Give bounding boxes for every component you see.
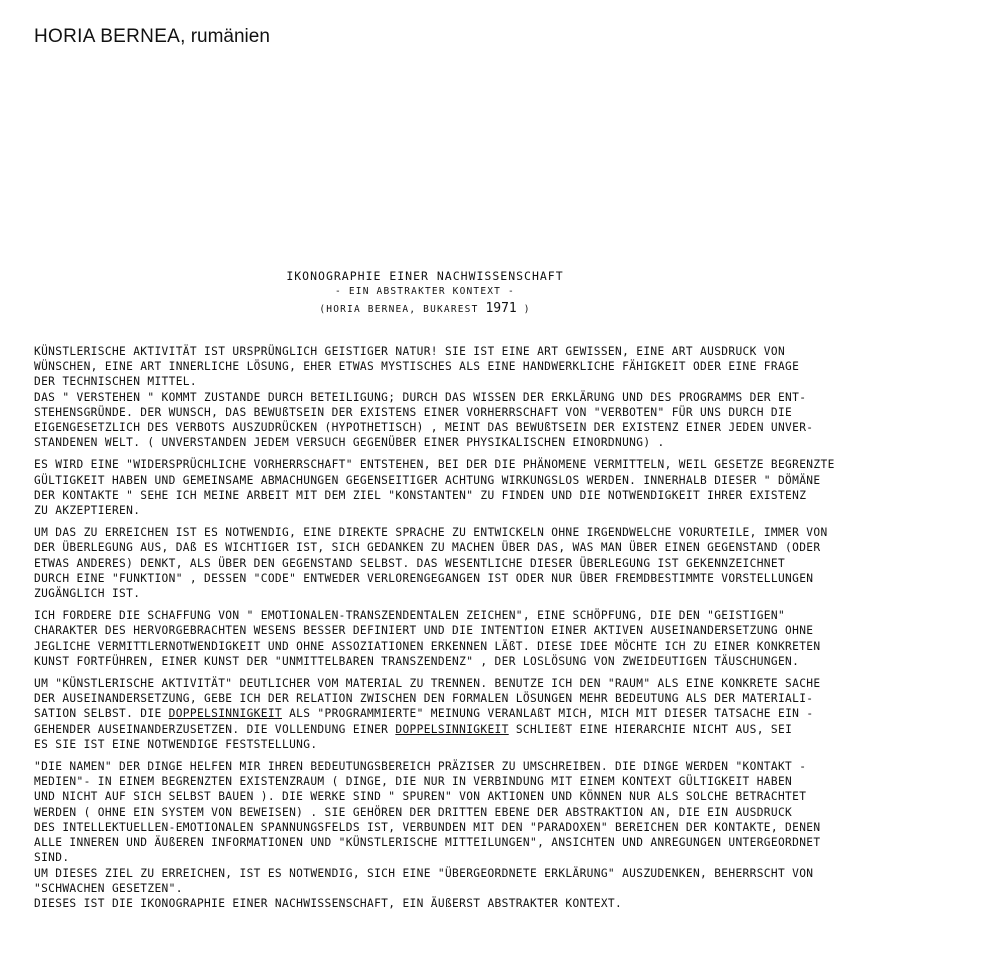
text-line: DES INTELLEKTUELLEN-EMOTIONALEN SPANNUNGSFELDS IST, VERBUNDEN MIT DEN "PARADOXEN" BEREICHEN DER KONTAKTE, DENEN	[34, 820, 821, 834]
text-line: DER TECHNISCHEN MITTEL.	[34, 375, 197, 389]
text-line: EIGENGESETZLICH DES VERBOTS AUSZUDRÜCKEN (HYPOTHETISCH) , MEINT DAS BEWUßTSEIN DER EXISTENZ EINER JEDEN UNVER-	[34, 421, 814, 435]
text-line: DIESES IST DIE IKONOGRAPHIE EINER NACHWISSENSCHAFT, EIN ÄUßERST ABSTRAKTER KONTEXT.	[34, 896, 623, 910]
paragraph	[34, 676, 974, 752]
text-line: UM "KÜNSTLERISCHE AKTIVITÄT" DEUTLICHER VOM MATERIAL ZU TRENNEN. BENUTZE ICH DEN "RAUM" ALS EINE KONKRETE SACHE	[34, 677, 821, 691]
manifesto-body	[34, 344, 974, 911]
text-line: "SCHWACHEN GESETZEN".	[34, 881, 183, 895]
text-line: UM DIESES ZIEL ZU ERREICHEN, IST ES NOTWENDIG, SICH EINE "ÜBERGEORDNETE ERKLÄRUNG" AUSZUDENKEN, BEHERRSCHT VON	[34, 866, 814, 880]
document-title: IKONOGRAPHIE EINER NACHWISSENSCHAFT	[286, 269, 564, 283]
text-line: SATION SELBST. DIE DOPPELSINNIGKEIT ALS "PROGRAMMIERTE" MEINUNG VERANLAßT MICH, MICH MIT DIESER TATSACHE EIN -	[34, 707, 814, 721]
underlined-term: DOPPELSINNIGKEIT	[168, 707, 282, 721]
text-line: DER AUSEINANDERSETZUNG, GEBE ICH DER RELATION ZWISCHEN DEN FORMALEN LÖSUNGEN MEHR BEDEUTUNG ALS DER MATERIALI-	[34, 692, 814, 706]
text-line: ES SIE IST EINE NOTWENDIGE FESTSTELLUNG.	[34, 737, 318, 751]
document-subtitle: - EIN ABSTRAKTER KONTEXT -	[335, 286, 515, 297]
text-line: STANDENEN WELT. ( UNVERSTANDEN JEDEM VERSUCH GEGENÜBER EINER PHYSIKALISCHEN EINORDNUNG) .	[34, 436, 665, 450]
text-line: DURCH EINE "FUNKTION" , DESSEN "CODE" ENTWEDER VERLORENGEGANGEN IST ODER NUR ÜBER FREMDBESTIMMTE VORSTELLUNGEN	[34, 571, 814, 585]
text-line: MEDIEN"- IN EINEM BEGRENZTEN EXISTENZRAUM ( DINGE, DIE NUR IN VERBINDUNG MIT EINEM KONTEXT GÜLTIGKEIT HABEN	[34, 775, 793, 789]
paragraph	[34, 608, 974, 669]
text-line: CHARAKTER DES HERVORGEBRACHTEN WESENS BESSER DEFINIERT UND DIE INTENTION EINER AKTIVEN AUSEINANDERSETZUNG OHNE	[34, 624, 814, 638]
page-header	[34, 26, 270, 48]
text-line: KUNST FORTFÜHREN, EINER KUNST DER "UNMITTELBAREN TRANSZENDENZ" , DER LOSLÖSUNG VON ZWEIDEUTIGEN TÄUSCHUNGEN.	[34, 654, 800, 668]
text-line: STEHENSGRÜNDE. DER WUNSCH, DAS BEWUßTSEIN DER EXISTENS EINER VORHERRSCHAFT VON "VERBOTEN" FÜR UNS DURCH DIE	[34, 405, 793, 419]
paragraph	[34, 344, 974, 450]
text-line: GEHENDER AUSEINANDERZUSETZEN. DIE VOLLENDUNG EINER DOPPELSINNIGKEIT SCHLIEßT EINE HIERARCHIE NICHT AUS, SEI	[34, 722, 793, 736]
text-line: ZU AKZEPTIEREN.	[34, 504, 141, 518]
paragraph	[34, 525, 974, 601]
text-line: DAS " VERSTEHEN " KOMMT ZUSTANDE DURCH BETEILIGUNG; DURCH DAS WISSEN DER ERKLÄRUNG UND DES PROGRAMMS DER ENT-	[34, 390, 807, 404]
text-line: ALLE INNEREN UND ÄUßEREN INFORMATIONEN UND "KÜNSTLERISCHE MITTEILUNGEN", ANSICHTEN UND ANREGUNGEN UNTERGEORDNET	[34, 836, 821, 850]
attribution-close: )	[523, 304, 531, 315]
document-title-block	[250, 268, 600, 319]
text-line: WÜNSCHEN, EINE ART INNERLICHE LÖSUNG, EHER ETWAS MYSTISCHES ALS EINE HANDWERKLICHE FÄHIGKEIT ODER EINE FRAGE	[34, 360, 800, 374]
text-line: WERDEN ( OHNE EIN SYSTEM VON BEWEISEN) . SIE GEHÖREN DER DRITTEN EBENE DER ABSTRAKTION AN, DIE EIN AUSDRUCK	[34, 805, 793, 819]
text-line: JEGLICHE VERMITTLERNOTWENDIGKEIT UND OHNE ASSOZIATIONEN ERKENNEN LÄßT. DIESE IDEE MÖCHTE ICH ZU EINER KONKRETEN	[34, 639, 821, 653]
text-line: ZUGÄNGLICH IST.	[34, 587, 141, 601]
text-line: ES WIRD EINE "WIDERSPRÜCHLICHE VORHERRSCHAFT" ENTSTEHEN, BEI DER DIE PHÄNOMENE VERMITTELN, WEIL GESETZE BEGRENZTE	[34, 458, 835, 472]
text-line: UND NICHT AUF SICH SELBST BAUEN ). DIE WERKE SIND " SPUREN" VON AKTIONEN UND KÖNNEN NUR ALS SOLCHE BETRACHTET	[34, 790, 807, 804]
text-line: "DIE NAMEN" DER DINGE HELFEN MIR IHREN BEDEUTUNGSBEREICH PRÄZISER ZU UMSCHREIBEN. DIE DINGE WERDEN "KONTAKT -	[34, 760, 807, 774]
text-line: ICH FORDERE DIE SCHAFFUNG VON " EMOTIONALEN-TRANSZENDENTALEN ZEICHEN", EINE SCHÖPFUNG, DIE DEN "GEISTIGEN"	[34, 609, 786, 623]
paragraph	[34, 457, 974, 518]
text-line: KÜNSTLERISCHE AKTIVITÄT IST URSPRÜNGLICH GEISTIGER NATUR! SIE IST EINE ART GEWISSEN, EINE ART AUSDRUCK VON	[34, 345, 786, 358]
artist-country: , rumänien	[180, 26, 270, 47]
text-line: GÜLTIGKEIT HABEN UND GEMEINSAME ABMACHUNGEN GEGENSEITIGER ACHTUNG WIRKUNGSLOS WERDEN. INNERHALB DIESER " DÖMÄNE	[34, 473, 821, 487]
paragraph	[34, 759, 974, 911]
underlined-term: DOPPELSINNIGKEIT	[395, 722, 509, 736]
text-line: ETWAS ANDERES) DENKT, ALS ÜBER DEN GEGENSTAND SELBST. DAS WESENTLICHE DIESER ÜBERLEGUNG IST GEKENNZEICHNET	[34, 556, 786, 570]
artist-name: HORIA BERNEA	[34, 26, 181, 47]
text-line: DER KONTAKTE " SEHE ICH MEINE ARBEIT MIT DEM ZIEL "KONSTANTEN" ZU FINDEN UND DIE NOTWENDIGKEIT IHRER EXISTENZ	[34, 488, 807, 502]
text-line: DER ÜBERLEGUNG AUS, DAß ES WICHTIGER IST, SICH GEDANKEN ZU MACHEN ÜBER DAS, WAS MAN ÜBER EINEN GEGENSTAND (ODER	[34, 541, 821, 555]
attribution-text: (HORIA BERNEA, BUKAREST	[319, 304, 479, 315]
text-line: SIND.	[34, 851, 70, 865]
attribution-year: 1971	[485, 301, 517, 316]
document-attribution	[250, 300, 600, 319]
text-line: UM DAS ZU ERREICHEN IST ES NOTWENDIG, EINE DIREKTE SPRACHE ZU ENTWICKELN OHNE IRGENDWELCHE VORURTEILE, IMMER VON	[34, 526, 828, 540]
